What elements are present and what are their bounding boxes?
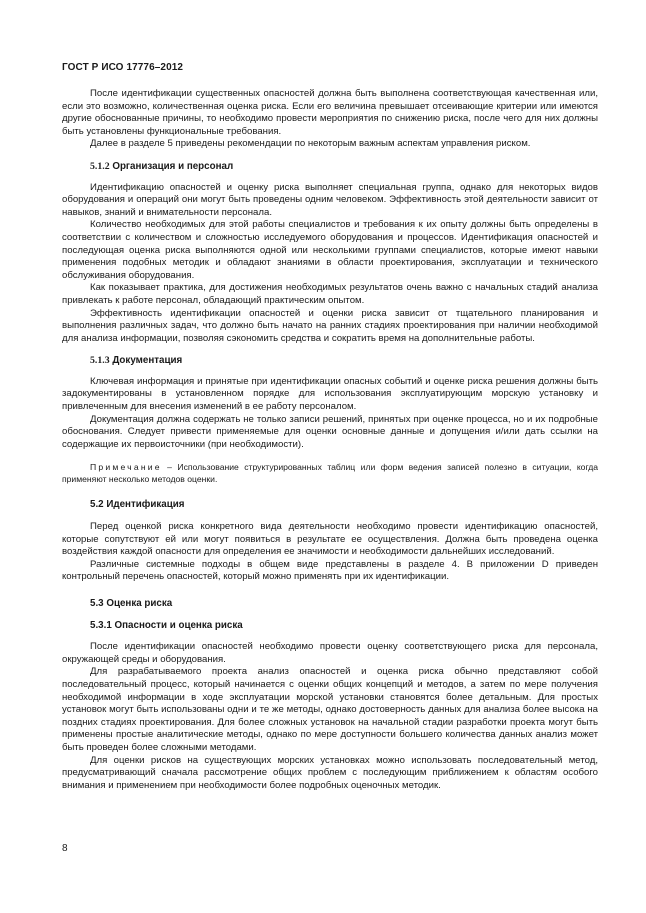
section-heading-5-3: 5.3 Оценка риска	[90, 598, 173, 609]
paragraph: Различные системные подходы в общем виде представлены в разделе 4. В приложении D приведен контрольный перечень опасностей, который можно применять при их идентификации.	[62, 558, 598, 583]
paragraph: Для оценки рисков на существующих морских установках можно использовать последовательный метод, предусматривающий сначала рассмотрение общих проблем с последующим приближением к областям особого внимания и применением при необходимости более подробных оценочных методик.	[62, 754, 598, 791]
section-title: Документация	[112, 355, 183, 367]
section-heading-5-2: 5.2 Идентификация	[90, 499, 185, 511]
document-body	[62, 88, 598, 792]
paragraph: После идентификации опасностей необходимо провести оценку соответствующего риска для персонала, окружающей среды и оборудования.	[62, 641, 598, 665]
page-number: 8	[62, 843, 68, 854]
section-heading-5-1-2	[90, 161, 598, 174]
note-label: Примечание	[90, 462, 162, 473]
paragraph: Документация должна содержать не только записи решений, принятых при оценке процесса, но и их подробные обоснования. Следует привести применяемые для оценки основные данные и допущения и/или дать ссылки на содержащие их первоисточники (при необходимости).	[62, 413, 598, 450]
standard-code-header: ГОСТ Р ИСО 17776–2012	[62, 62, 184, 73]
paragraph: Перед оценкой риска конкретного вида деятельности необходимо провести идентификацию опасностей, которые сопутствуют ей или могут появиться в результате ее осуществления. Должна быть проведена оценка воздействия каждой опасности для определения ее значимости и необходимости дальнейших исследований.	[62, 521, 598, 558]
note	[62, 461, 598, 485]
note-text: – Использование структурированных таблиц или форм ведения записей полезно в ситуации, когда применяют несколько методов оценки.	[62, 462, 598, 485]
section-heading-5-3-1: 5.3.1 Опасности и оценка риска	[90, 619, 243, 631]
paragraph: После идентификации существенных опасностей должна быть выполнена соответствующая качественная или, если это возможно, количественная оценка риска. Если его величина превышает отсеивающие критерии или имеются другие обоснованные причины, то необходимо провести мероприятия по снижению риска, после чего для них должны быть установлены функциональные требования.	[62, 88, 598, 137]
paragraph: Для разрабатываемого проекта анализ опасностей и оценка риска обычно представляют собой последовательный процесс, который начинается с оценки общих концепций и методов, а затем по мере получения необходимой информации в ходе эксплуатации морской установки становятся более детальным. Для простых установок могут быть использованы одни и те же методы, однако достоверность данных для анализа более высока на поздних стадиях проектирования. Для более сложных установок на начальной стадии разработки проекта могут быть применены простые аналитические методы, однако по мере доступности большего количества данных анализ может быть проведен более сложными методами.	[62, 666, 598, 753]
paragraph: Идентификацию опасностей и оценку риска выполняет специальная группа, однако для некоторых видов оборудования и операций они могут быть проведены одним человеком. Эффективность этой деятельности зависит от навыков, знаний и внимательности персонала.	[62, 181, 598, 218]
paragraph: Количество необходимых для этой работы специалистов и требования к их опыту должны быть определены в соответствии с количеством и сложностью исследуемого оборудования и процессов. Идентификация опасностей и последующая оценка риска выполняются одной или несколькими группами специалистов, которые имеют навыки применения подобных методик и обладают знаниями в области проектирования, эксплуатации и технического обслуживания оборудования.	[62, 219, 598, 281]
section-heading-5-1-3	[90, 355, 598, 368]
paragraph: Ключевая информация и принятые при идентификации опасных событий и оценке риска решения должны быть задокументированы в установленном порядке для использования эксплуатирующим морскую установку и привлеченным для внесения изменений в ее работу персоналом.	[62, 375, 598, 413]
paragraph: Как показывает практика, для достижения необходимых результатов очень важно с начальных стадий анализа привлекать к работе персонал, обладающий практическим опытом.	[62, 282, 598, 306]
section-title: Организация и персонал	[112, 160, 234, 172]
paragraph: Эффективность идентификации опасностей и оценки риска зависит от тщательного планирования и выполнения различных задач, что должно быть начато на ранних стадиях проектирования при наличии необходимой для анализа информации, позволяя сэкономить средства и сократить время на дополнительные работы.	[62, 307, 598, 344]
section-number: 5.1.3	[90, 355, 110, 367]
paragraph: Далее в разделе 5 приведены рекомендации по некоторым важным аспектам управления риском.	[90, 138, 531, 150]
section-number: 5.1.2	[90, 160, 110, 172]
